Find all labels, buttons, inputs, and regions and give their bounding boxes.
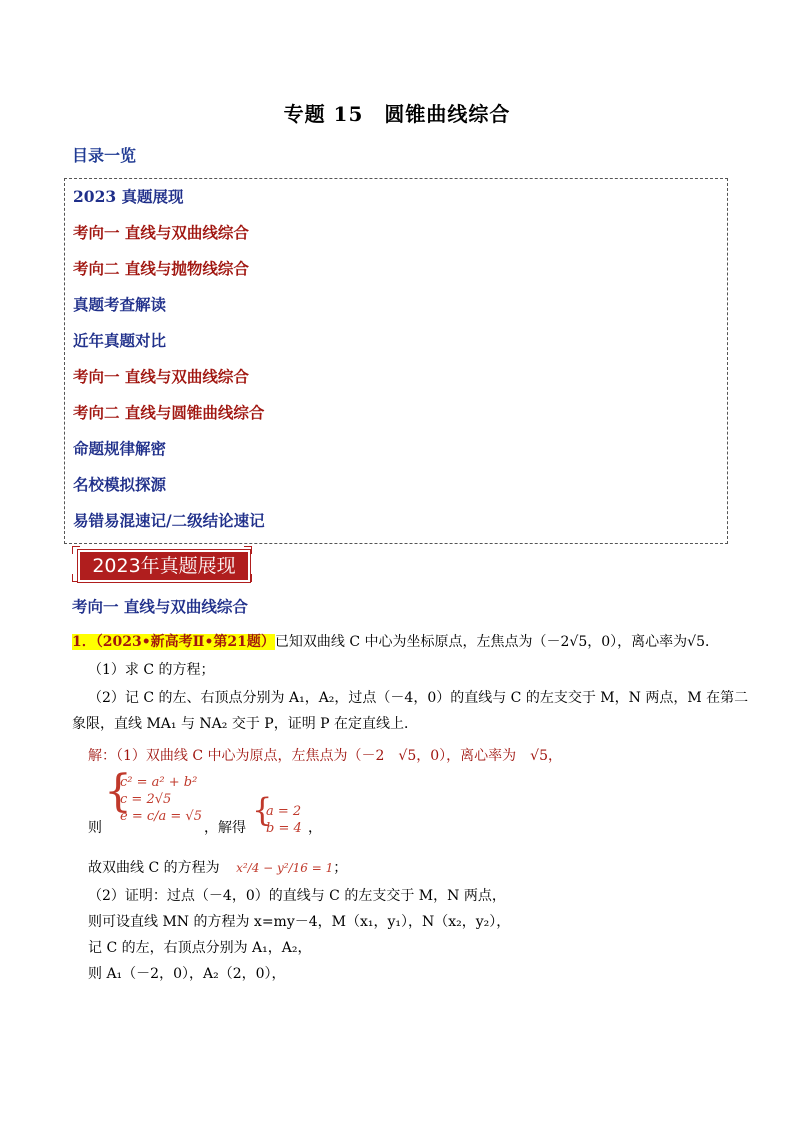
system-1-eq-1: c² = a² + b² — [120, 775, 198, 790]
toc-item-direction-1b[interactable]: 考向一 直线与双曲线综合 — [73, 367, 249, 386]
toc-item-2023[interactable]: 2023 真题展现 — [73, 187, 184, 206]
problem-part-2a: （2）记 C 的左、右顶点分别为 A₁，A₂，过点（－4，0）的直线与 C 的左支交于 M，N 两点，M 在第二 — [88, 690, 749, 706]
solution-line-4: （2）证明：过点（－4，0）的直线与 C 的左支交于 M，N 两点， — [88, 888, 506, 904]
page-title: 专题 15 圆锥曲线综合 — [283, 102, 511, 126]
problem-part-1: （1）求 C 的方程； — [88, 662, 215, 678]
system-brace: { — [104, 766, 132, 817]
toc-item-direction-2b[interactable]: 考向二 直线与圆锥曲线综合 — [73, 403, 265, 422]
system-brace: { — [252, 791, 273, 829]
problem-stem-line — [72, 632, 719, 652]
solution-line-1: 解：（1）双曲线 C 中心为原点，左焦点为（－2 √5，0），离心率为 √5， — [88, 748, 562, 764]
toc-item-mistakes[interactable]: 易错易混速记/二级结论速记 — [73, 511, 265, 530]
toc-heading: 目录一览 — [72, 146, 137, 165]
hyperbola-equation: x²/4 − y²/16 = 1 — [236, 861, 334, 875]
toc-item-direction-2[interactable]: 考向二 直线与抛物线综合 — [73, 259, 249, 278]
toc-item-mock-sources[interactable]: 名校模拟探源 — [73, 475, 167, 494]
table-of-contents — [64, 178, 728, 544]
section-heading: 考向一 直线与双曲线综合 — [72, 597, 248, 616]
equation-system-1 — [120, 774, 202, 825]
solution-line-3-text: 故双曲线 C 的方程为 — [88, 860, 220, 876]
banner-label: 2023年真题展现 — [78, 550, 250, 582]
system-1-eq-3: e = c/a = √5 — [120, 809, 202, 824]
solution-then: 则 — [88, 820, 102, 836]
system-2-eq-1: a = 2 — [266, 804, 302, 819]
solution-solve-label: ，解得 — [204, 820, 246, 836]
solution-line-6: 记 C 的左，右顶点分别为 A₁，A₂， — [88, 940, 312, 956]
solution-line-7: 则 A₁（－2，0），A₂（2，0）， — [88, 966, 286, 982]
toc-item-direction-1[interactable]: 考向一 直线与双曲线综合 — [73, 223, 249, 242]
toc-item-comparison[interactable]: 近年真题对比 — [73, 331, 167, 350]
problem-number: 1． — [72, 634, 96, 650]
system-2-end: ， — [308, 820, 322, 836]
equation-system-2 — [266, 803, 302, 837]
solution-line-3-end: ； — [333, 860, 348, 876]
solution-line-5: 则可设直线 MN 的方程为 x=my－4，M（x₁，y₁），N（x₂，y₂）， — [88, 914, 511, 930]
system-2-eq-2: b = 4 — [266, 821, 302, 836]
solution-line-3 — [88, 858, 347, 878]
toc-item-interpretation[interactable]: 真题考查解读 — [73, 295, 167, 314]
problem-stem: 已知双曲线 C 中心为坐标原点，左焦点为（－2√5，0），离心率为√5． — [274, 634, 719, 650]
problem-source: （2023•新高考Ⅱ•第21题） — [95, 634, 275, 650]
problem-part-2b: 象限，直线 MA₁ 与 NA₂ 交于 P，证明 P 在定直线上． — [72, 716, 419, 732]
system-1-eq-2: c = 2√5 — [120, 792, 172, 807]
toc-item-patterns[interactable]: 命题规律解密 — [73, 439, 167, 458]
section-banner — [72, 546, 252, 582]
